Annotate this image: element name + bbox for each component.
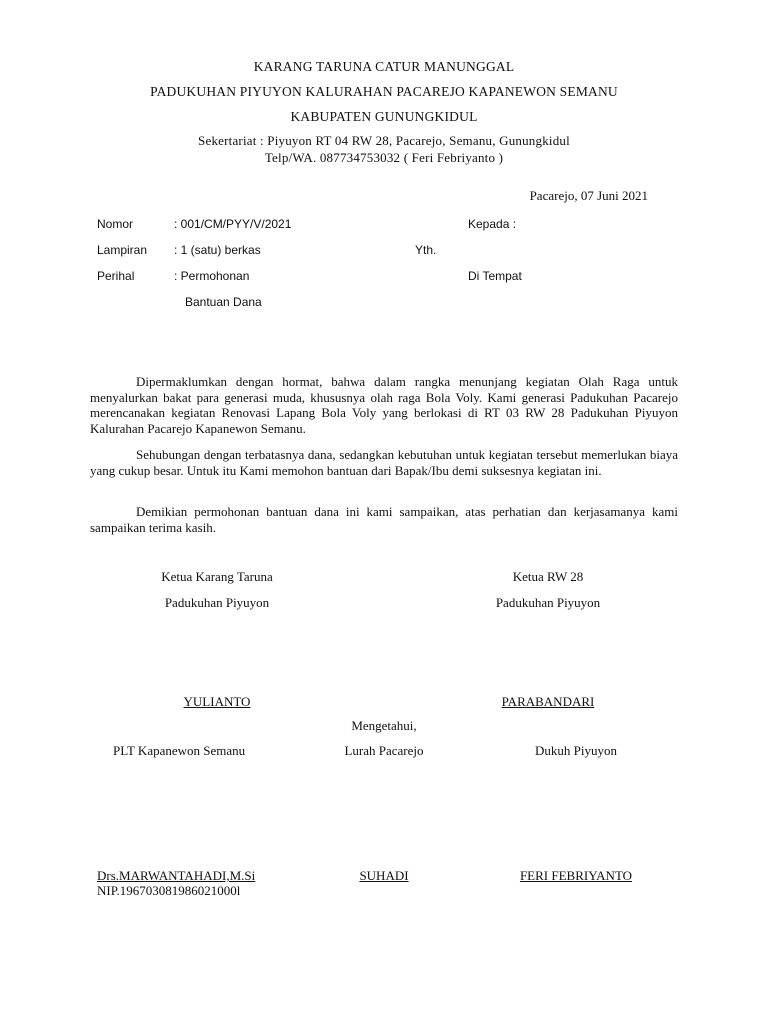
dukuh-title: Dukuh Piyuyon	[535, 743, 617, 758]
body-paragraph-2-text: Sehubungan dengan terbatasnya dana, sedangkan kebutuhan untuk kegiatan tersebut memerlukan biaya yang cukup besar. Untuk itu Kami memohon bantuan dari Bapak/Ibu demi suksesnya kegiatan ini.	[90, 447, 678, 478]
right-signer-org: Padukuhan Piyuyon	[495, 595, 601, 610]
regency-line: KABUPATEN GUNUNGKIDUL	[290, 109, 478, 124]
body-paragraph-3	[90, 504, 678, 535]
body-paragraph-3-text: Demikian permohonan bantuan dana ini kami sampaikan, atas perhatian dan kerjasamanya kami sampaikan terima kasih.	[90, 504, 678, 535]
yth-label: Yth.	[415, 243, 437, 257]
perihal-value-line2: Bantuan Dana	[185, 295, 262, 309]
lurah-title: Lurah Pacarejo	[344, 743, 424, 758]
body-paragraph-1-text: Dipermaklumkan dengan hormat, bahwa dalam rangka menunjang kegiatan Olah Raga untuk menyalurkan bakat para generasi muda, khususnya olah raga Bola Voly. Kami generasi Padukuhan Pacarejo merencanakan kegiatan Renovasi Lapang Bola Voly yang berlokasi di RT 03 RW 28 Padukuhan Piyuyon Kalurahan Pacarejo Kapanewon Semanu.	[90, 374, 678, 436]
date-line: Pacarejo, 07 Juni 2021	[529, 188, 648, 203]
lampiran-value: : 1 (satu) berkas	[174, 243, 261, 257]
kepada-label: Kepada :	[468, 217, 517, 231]
plt-name: Drs.MARWANTAHADI,M.Si	[97, 868, 256, 883]
perihal-value: : Permohonan	[174, 269, 250, 283]
phone-line: Telp/WA. 087734753032 ( Feri Febriyanto )	[264, 150, 504, 165]
right-signer-name: PARABANDARI	[501, 694, 595, 709]
mengetahui-label: Mengetahui,	[351, 718, 417, 733]
left-signer-name: YULIANTO	[183, 694, 251, 709]
di-tempat-label: Di Tempat	[468, 269, 522, 283]
left-signer-org: Padukuhan Piyuyon	[164, 595, 270, 610]
body-paragraph-1	[90, 374, 678, 436]
body-paragraph-2	[90, 447, 678, 478]
perihal-label: Perihal	[97, 269, 135, 283]
right-signer-title: Ketua RW 28	[512, 569, 584, 584]
plt-title: PLT Kapanewon Semanu	[113, 743, 246, 758]
lurah-name: SUHADI	[359, 868, 409, 883]
nomor-value: : 001/CM/PYY/V/2021	[174, 217, 292, 231]
dukuh-name: FERI FEBRIYANTO	[519, 868, 633, 883]
location-line: PADUKUHAN PIYUYON KALURAHAN PACAREJO KAPANEWON SEMANU	[150, 84, 618, 99]
secretariat-line: Sekertariat : Piyuyon RT 04 RW 28, Pacarejo, Semanu, Gunungkidul	[198, 133, 570, 148]
plt-nip: NIP.196703081986021000l	[97, 883, 241, 898]
org-name: KARANG TARUNA CATUR MANUNGGAL	[253, 59, 515, 74]
nomor-label: Nomor	[97, 217, 134, 231]
lampiran-label: Lampiran	[97, 243, 148, 257]
left-signer-title: Ketua Karang Taruna	[161, 569, 273, 584]
